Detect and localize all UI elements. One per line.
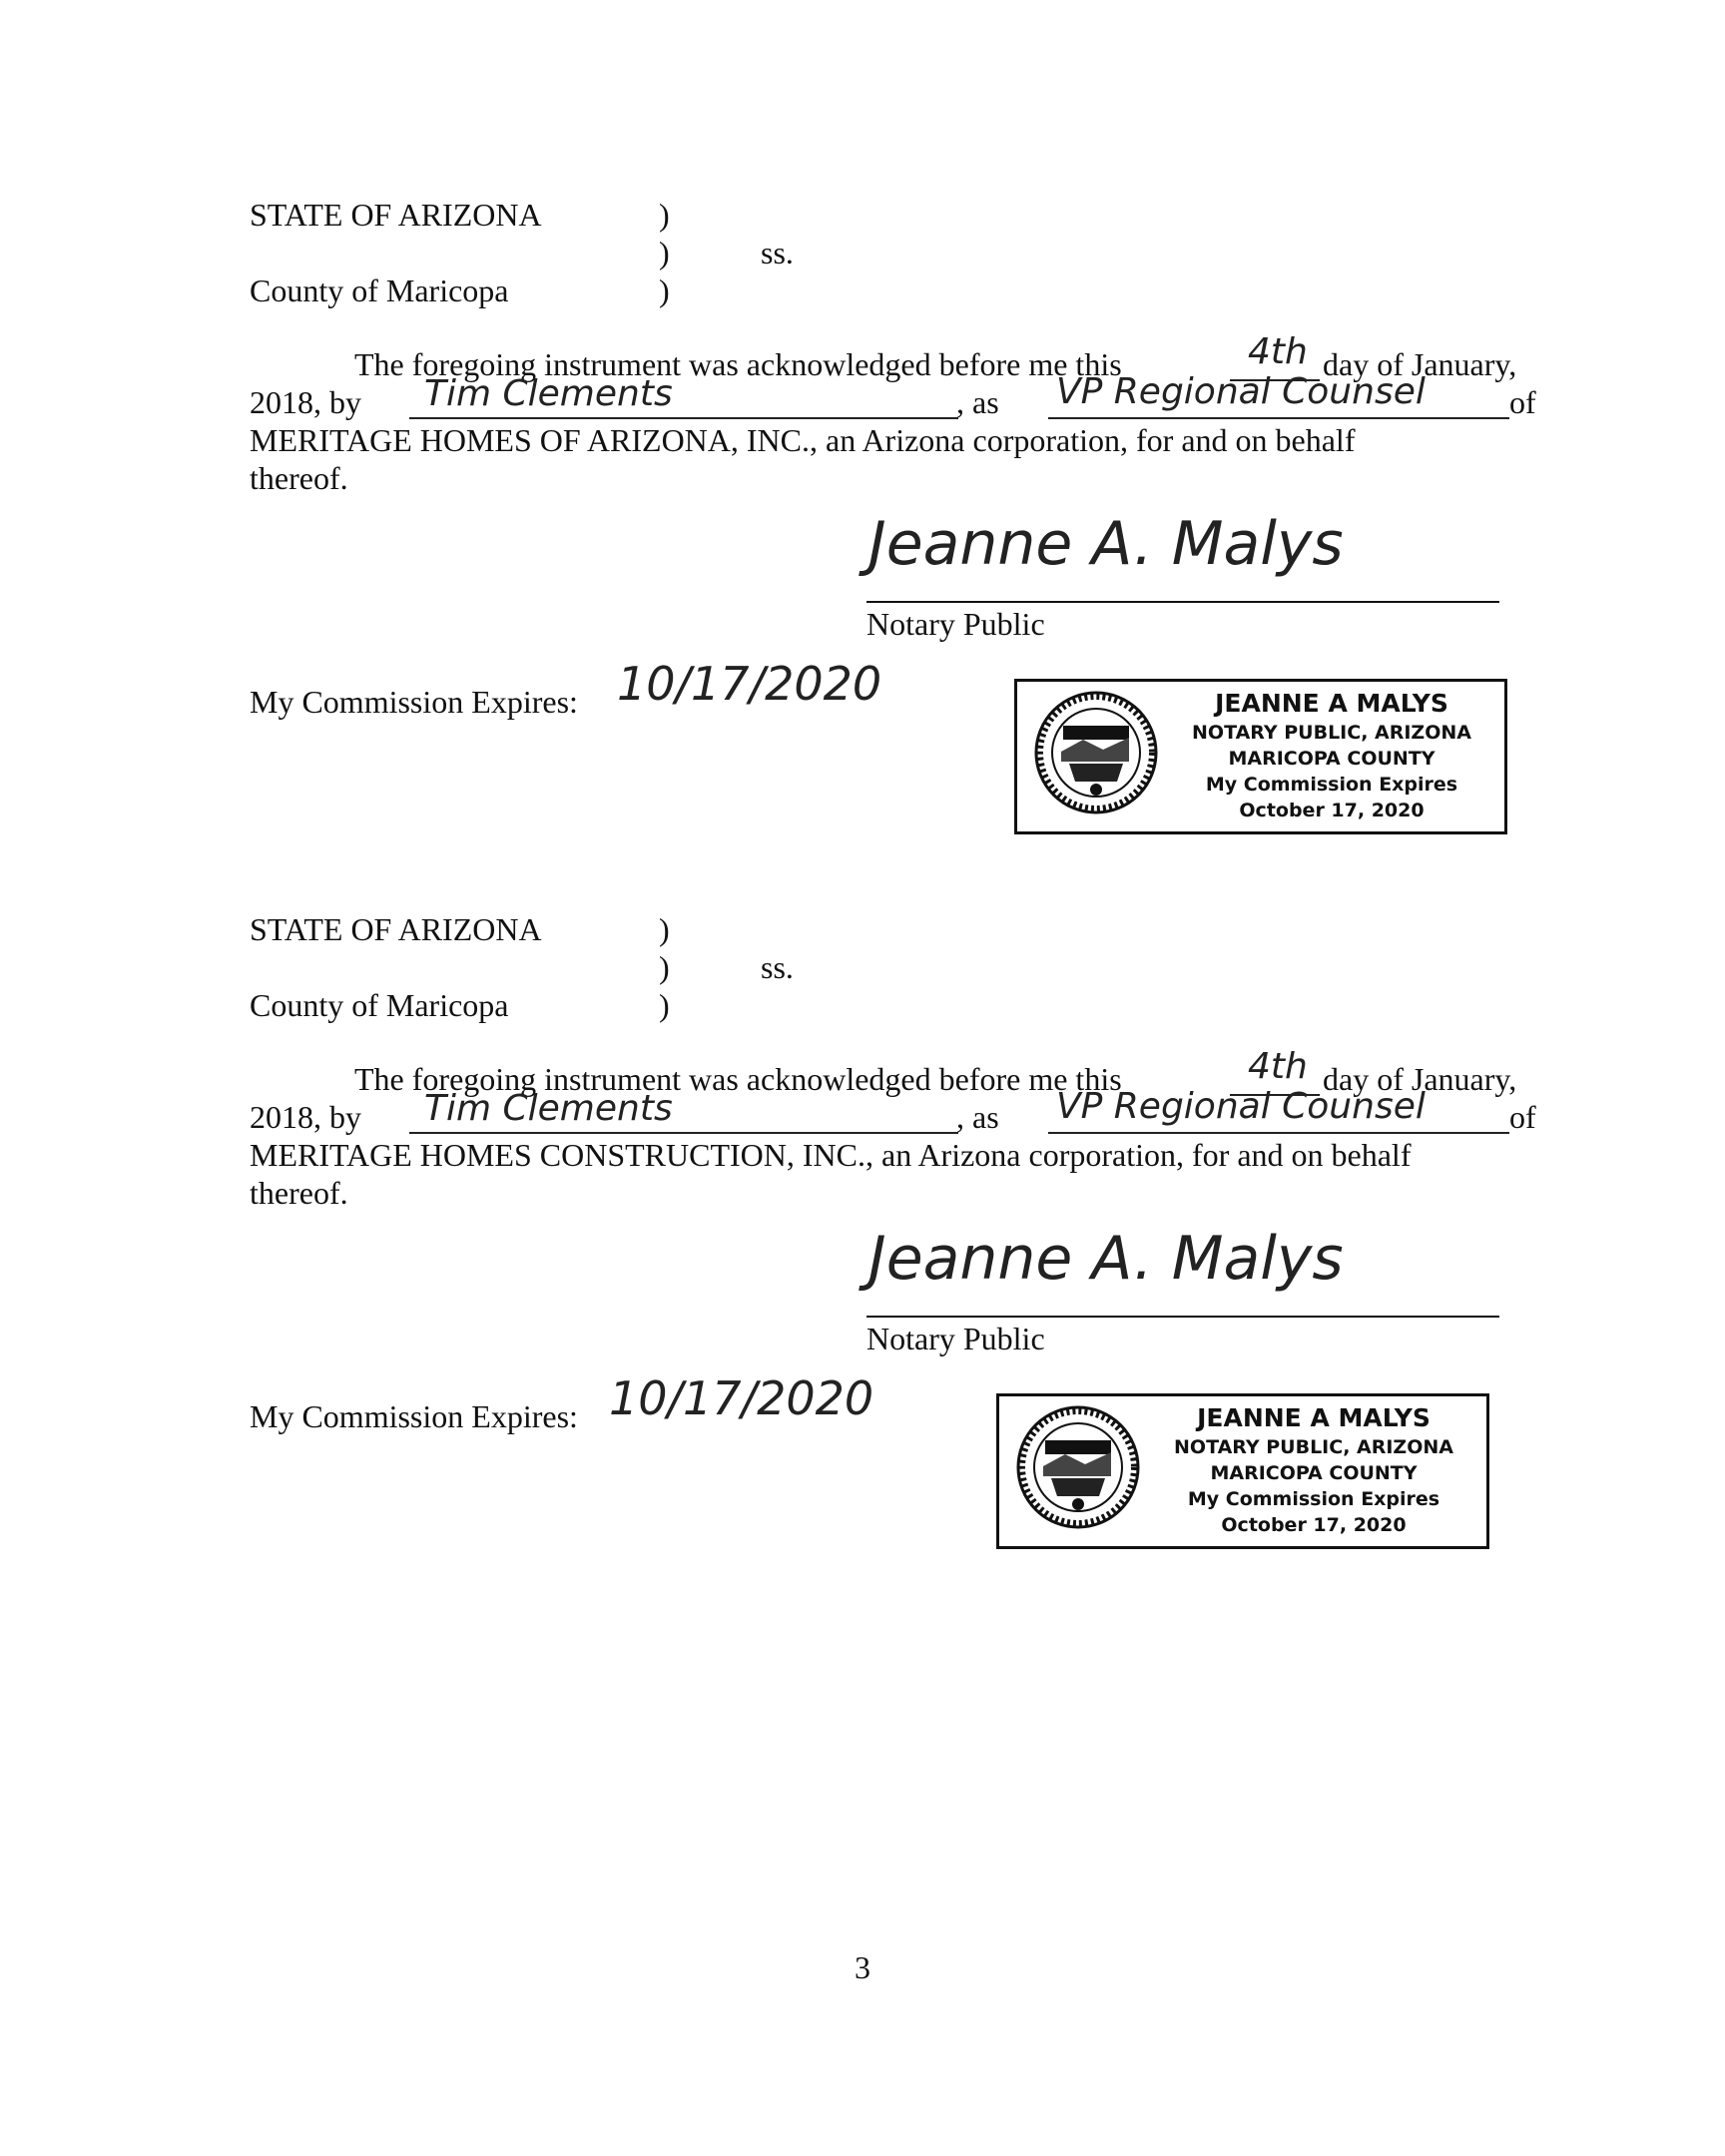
signature-line bbox=[866, 601, 1499, 603]
handwritten-signer: Tim Clements bbox=[424, 1088, 673, 1129]
ack-line-2 bbox=[250, 1086, 1537, 1136]
ack-line-3: MERITAGE HOMES CONSTRUCTION, INC., an Arizona corporation, for and on behalf bbox=[250, 1137, 1412, 1173]
venue-row-state bbox=[250, 196, 1537, 234]
of-text: of bbox=[1509, 384, 1536, 420]
notary-public-label: Notary Public bbox=[866, 606, 1045, 642]
stamp-text bbox=[1149, 1402, 1478, 1538]
paren: ) bbox=[659, 272, 670, 308]
acknowledgment-block-1 bbox=[250, 196, 1537, 844]
venue-row-ss bbox=[250, 234, 1537, 271]
state-label: STATE OF ARIZONA bbox=[250, 911, 542, 947]
paren: ) bbox=[659, 987, 670, 1023]
handwritten-commission-date: 10/17/2020 bbox=[609, 1371, 874, 1425]
county-label: County of Maricopa bbox=[250, 987, 509, 1023]
paren: ) bbox=[659, 235, 670, 270]
stamp-line: MARICOPA COUNTY bbox=[1210, 1462, 1418, 1484]
handwritten-signer: Tim Clements bbox=[424, 373, 673, 414]
notary-signature: Jeanne A. Malys bbox=[868, 509, 1344, 579]
ss-label: ss. bbox=[761, 235, 794, 270]
ack-intro-text: The foregoing instrument was acknowledged before me this bbox=[354, 1061, 1122, 1097]
paren: ) bbox=[659, 197, 670, 233]
paren: ) bbox=[659, 911, 670, 947]
stamp-line: NOTARY PUBLIC, ARIZONA bbox=[1192, 722, 1471, 744]
ack-line-2 bbox=[250, 371, 1537, 421]
ack-intro-text: The foregoing instrument was acknowledged before me this bbox=[354, 346, 1122, 382]
stamp-line: October 17, 2020 bbox=[1239, 800, 1425, 821]
handwritten-commission-date: 10/17/2020 bbox=[617, 657, 882, 711]
day-of-text: day of January, bbox=[1323, 346, 1517, 382]
venue-row-county bbox=[250, 271, 1537, 309]
handwritten-title: VP Regional Counsel bbox=[1056, 1086, 1426, 1127]
notary-signature: Jeanne A. Malys bbox=[868, 1224, 1344, 1294]
arizona-seal-icon bbox=[1033, 690, 1159, 815]
stamp-line: My Commission Expires bbox=[1187, 1488, 1440, 1510]
stamp-line: NOTARY PUBLIC, ARIZONA bbox=[1174, 1436, 1453, 1458]
signature-line bbox=[866, 1316, 1499, 1318]
ack-line-4: thereof. bbox=[250, 460, 348, 496]
stamp-line: MARICOPA COUNTY bbox=[1228, 748, 1436, 770]
handwritten-day: 4th bbox=[1248, 1046, 1308, 1087]
state-label: STATE OF ARIZONA bbox=[250, 197, 542, 233]
year-by-text: 2018, by bbox=[250, 384, 361, 420]
ack-line-3: MERITAGE HOMES OF ARIZONA, INC., an Arizona corporation, for and on behalf bbox=[250, 422, 1356, 458]
ack-line-4: thereof. bbox=[250, 1175, 348, 1211]
acknowledgment-block-2 bbox=[250, 910, 1537, 1559]
commission-label: My Commission Expires: bbox=[250, 1398, 578, 1434]
page-number: 3 bbox=[855, 1949, 870, 1985]
venue-row-county bbox=[250, 986, 1537, 1024]
venue-row-ss bbox=[250, 948, 1537, 986]
stamp-text bbox=[1167, 688, 1496, 823]
stamp-line: October 17, 2020 bbox=[1221, 1514, 1407, 1536]
handwritten-day: 4th bbox=[1248, 331, 1308, 372]
day-of-text: day of January, bbox=[1323, 1061, 1517, 1097]
venue-row-state bbox=[250, 910, 1537, 948]
notary-stamp bbox=[1014, 679, 1507, 834]
notary-stamp bbox=[996, 1393, 1489, 1549]
stamp-name: JEANNE A MALYS bbox=[1197, 1403, 1431, 1432]
of-text: of bbox=[1509, 1099, 1536, 1135]
as-text: , as bbox=[956, 384, 999, 420]
arizona-seal-icon bbox=[1015, 1404, 1141, 1530]
year-by-text: 2018, by bbox=[250, 1099, 361, 1135]
paren: ) bbox=[659, 949, 670, 985]
ss-label: ss. bbox=[761, 949, 794, 985]
county-label: County of Maricopa bbox=[250, 272, 509, 308]
stamp-line: My Commission Expires bbox=[1205, 774, 1458, 796]
handwritten-title: VP Regional Counsel bbox=[1056, 371, 1426, 412]
commission-label: My Commission Expires: bbox=[250, 684, 578, 720]
notary-public-label: Notary Public bbox=[866, 1321, 1045, 1356]
as-text: , as bbox=[956, 1099, 999, 1135]
stamp-name: JEANNE A MALYS bbox=[1215, 689, 1448, 718]
